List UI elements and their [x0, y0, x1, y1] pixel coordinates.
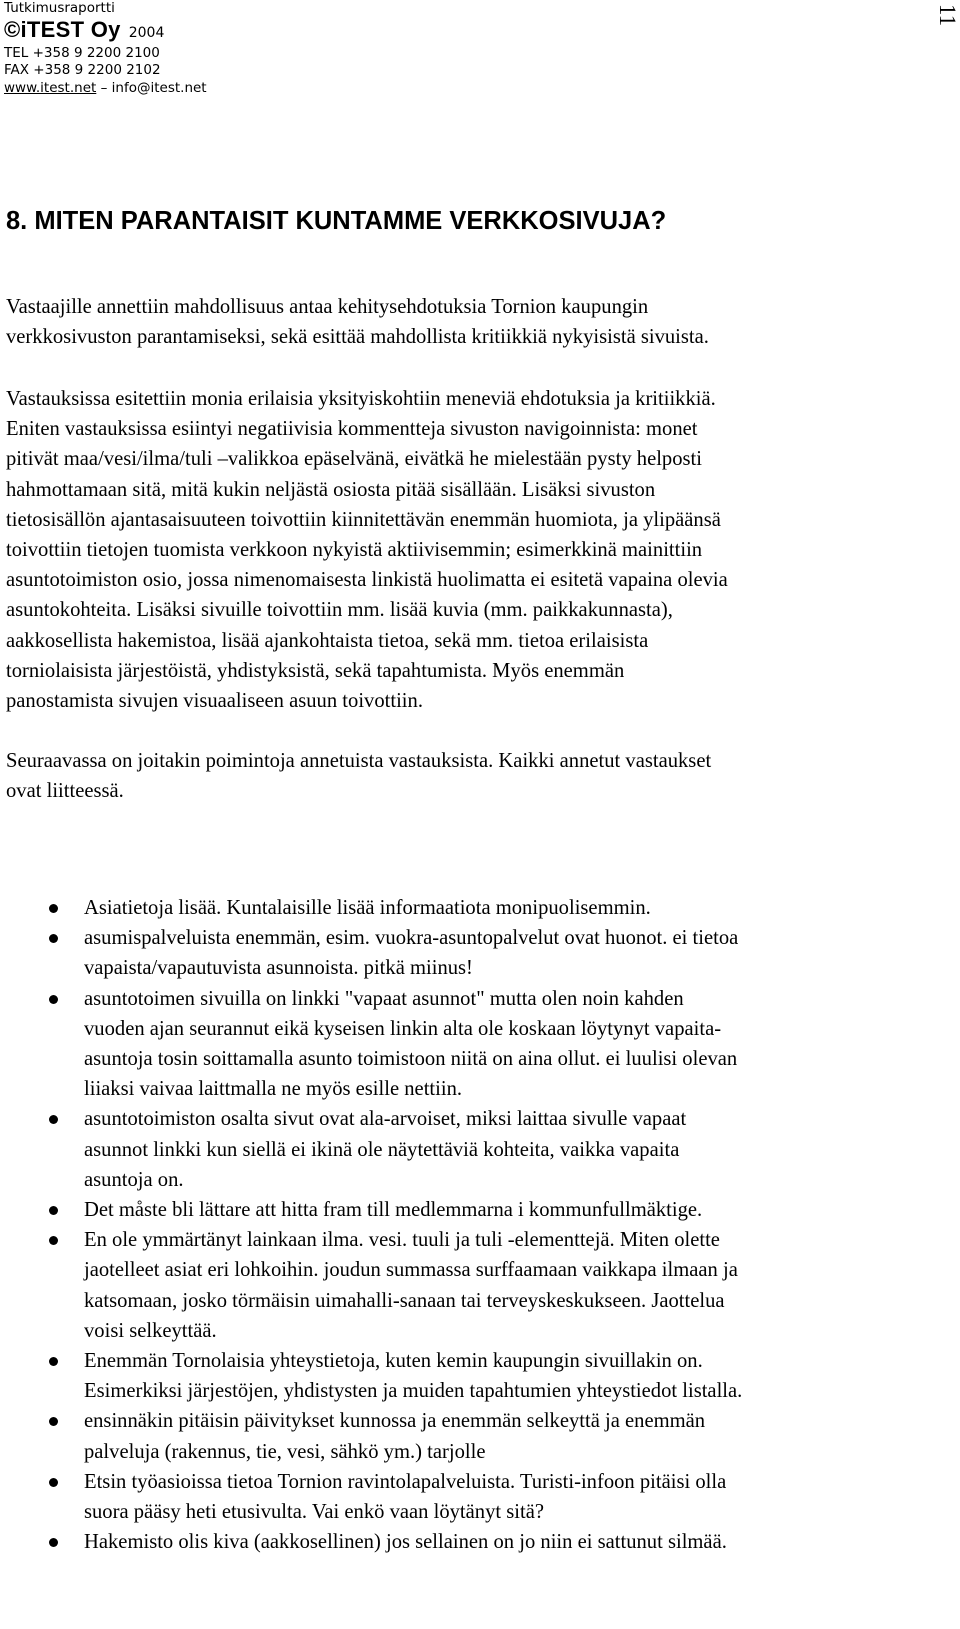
bullet-icon [49, 1357, 58, 1366]
paragraph-line: Seuraavassa on joitakin poimintoja annetuista vastauksista. Kaikki annetut vastaukset [6, 750, 712, 772]
list-item-line: Esimerkiksi järjestöjen, yhdistysten ja muiden tapahtumien yhteystiedot listalla. [84, 1380, 743, 1403]
company-brand [4, 18, 207, 45]
report-year: 2004 [128, 24, 165, 41]
list-item-line: Etsin työasioissa tietoa Tornion ravintolapalveluista. Turisti-infoon pitäisi olla [84, 1470, 727, 1493]
paragraph-line: Eniten vastauksissa esiintyi negatiivisia kommentteja sivuston navigoinnista: monet [6, 418, 698, 441]
list-item-line: asuntoja tosin soittamalla asunto toimistoon niitä on aina ollut. ei luulisi olevan [84, 1048, 738, 1071]
bullet-icon [49, 995, 58, 1004]
paragraph-line: asuntokohteita. Lisäksi sivuille toivottiin mm. lisää kuvia (mm. paikkakunnasta), [6, 599, 673, 622]
list-item [0, 1467, 960, 1527]
paragraph-line: panostamista sivujen visuaaliseen asuun toivottiin. [6, 690, 423, 713]
paragraph-line: verkkosivuston parantamiseksi, sekä esittää mahdollista kritiikkiä nykyisistä sivuista. [6, 326, 709, 349]
list-item-line: palveluja (rakennus, tie, vesi, sähkö ym.) tarjolle [84, 1440, 486, 1463]
list-item-line: Det måste bli lättare att hitta fram till medlemmarna i kommunfullmäktige. [84, 1199, 703, 1222]
paragraph-line: tietosisällön ajantasaisuuteen toivottiin kiinnitettävän enemmän huomiota, ja ylipäänsä [6, 508, 721, 531]
bullet-icon [49, 1236, 58, 1245]
list-item-line: vapaista/vapautuvista asunnoista. pitkä miinus! [84, 957, 473, 980]
list-item-line: asuntotoimiston osalta sivut ovat ala-arvoiset, miksi laittaa sivulle vapaat [84, 1108, 687, 1131]
list-item-line: voisi selkeyttää. [84, 1319, 217, 1342]
contact-separator: – [96, 79, 112, 96]
list-item [0, 893, 960, 923]
bullet-icon [49, 1538, 58, 1547]
paragraph-line: Vastauksissa esitettiin monia erilaisia yksityiskohtiin meneviä ehdotuksia ja kritiikkiä. [6, 388, 716, 410]
list-item-line: Enemmän Tornolaisia yhteystietoja, kuten kemin kaupungin sivuillakin on. [84, 1350, 703, 1373]
fax-number: FAX +358 9 2200 2102 [4, 62, 161, 78]
paragraph-line: asuntotoimiston osio, jossa nimenomaisesta linkistä huolimatta ei esitetä vapaina olevia [6, 569, 728, 592]
contact-line [4, 80, 207, 98]
list-item-line: ensinnäkin pitäisin päivitykset kunnossa ja enemmän selkeyttä ja enemmän [84, 1410, 706, 1433]
bullet-icon [49, 904, 58, 913]
paragraph-line: toivottiin tietojen tuomista verkkoon nykyistä aktiivisemmin; esimerkkinä mainittiin [6, 539, 703, 562]
list-item [0, 1527, 960, 1557]
report-category: Tutkimusraportti [4, 0, 115, 16]
bullet-icon [49, 1115, 58, 1124]
email-address[interactable]: info@itest.net [111, 79, 207, 96]
list-item [0, 1225, 960, 1346]
bullet-icon [49, 1478, 58, 1487]
paragraph-summary [6, 384, 958, 716]
paragraph-line: pitivät maa/vesi/ilma/tuli –valikkoa epäselvänä, eivätkä he mielestään pysty helposti [6, 448, 702, 471]
list-item-line: jaotelleet asiat eri lohkoihin. joudun summassa surffaamaan vaikkapa ilmaan ja [84, 1259, 738, 1282]
document-header [4, 0, 207, 97]
paragraph-line: aakkosellista hakemistoa, lisää ajankohtaista tietoa, sekä mm. tietoa erilaisista [6, 629, 649, 652]
list-item [0, 984, 960, 1105]
paragraph-line: hahmottamaan sitä, mitä kukin neljästä osiosta pitää sisällään. Lisäksi sivuston [6, 478, 656, 501]
list-item [0, 1104, 960, 1195]
list-item-line: liiaksi vaivaa laittmalla ne myös esille nettiin. [84, 1078, 463, 1101]
list-item-line: asuntoja on. [84, 1168, 184, 1191]
bullet-icon [49, 934, 58, 943]
company-name: ©iTEST Oy [4, 16, 121, 42]
phone-number: TEL +358 9 2200 2100 [4, 44, 160, 61]
list-item-line: Asiatietoja lisää. Kuntalaisille lisää informaatiota monipuolisemmin. [84, 897, 651, 919]
list-item [0, 1406, 960, 1466]
website-link[interactable]: www.itest.net [4, 79, 97, 96]
paragraph-intro [6, 292, 958, 352]
paragraph-line: torniolaisista järjestöistä, yhdistyksistä, sekä tapahtumista. Myös enemmän [6, 659, 625, 682]
response-list [0, 893, 960, 1557]
paragraph-line: Vastaajille annettiin mahdollisuus antaa kehitysehdotuksia Tornion kaupungin [6, 296, 649, 318]
paragraph-line: ovat liitteessä. [6, 780, 124, 803]
section-title: 8. MITEN PARANTAISIT KUNTAMME VERKKOSIVUJA? [6, 207, 667, 235]
bullet-icon [49, 1206, 58, 1215]
list-item-line: Hakemisto olis kiva (aakkosellinen) jos sellainen on jo niin ei sattunut silmää. [84, 1531, 727, 1554]
list-item [0, 1346, 960, 1406]
page-number: 11 [934, 3, 960, 27]
list-item-line: asuntotoimen sivuilla on linkki "vapaat asunnot" mutta olen noin kahden [84, 987, 684, 1010]
list-item-line: katsomaan, josko törmäisin uimahalli-sanaan tai terveyskeskukseen. Jaottelua [84, 1289, 725, 1312]
bullet-icon [49, 1417, 58, 1426]
list-item-line: vuoden ajan seurannut eikä kyseisen linkin alta ole koskaan löytynyt vapaita- [84, 1017, 722, 1040]
list-item-line: asunnot linkki kun siellä ei ikinä ole näytettäviä kohteita, vaikka vapaita [84, 1138, 680, 1161]
list-item-line: asumispalveluista enemmän, esim. vuokra-asuntopalvelut ovat huonot. ei tietoa [84, 927, 739, 950]
paragraph-selection-note [6, 746, 958, 806]
list-item [0, 1195, 960, 1225]
list-item-line: suora pääsy heti etusivulta. Vai enkö vaan löytänyt sitä? [84, 1501, 545, 1524]
list-item [0, 923, 960, 983]
list-item-line: En ole ymmärtänyt lainkaan ilma. vesi. tuuli ja tuli -elementtejä. Miten olette [84, 1229, 720, 1252]
